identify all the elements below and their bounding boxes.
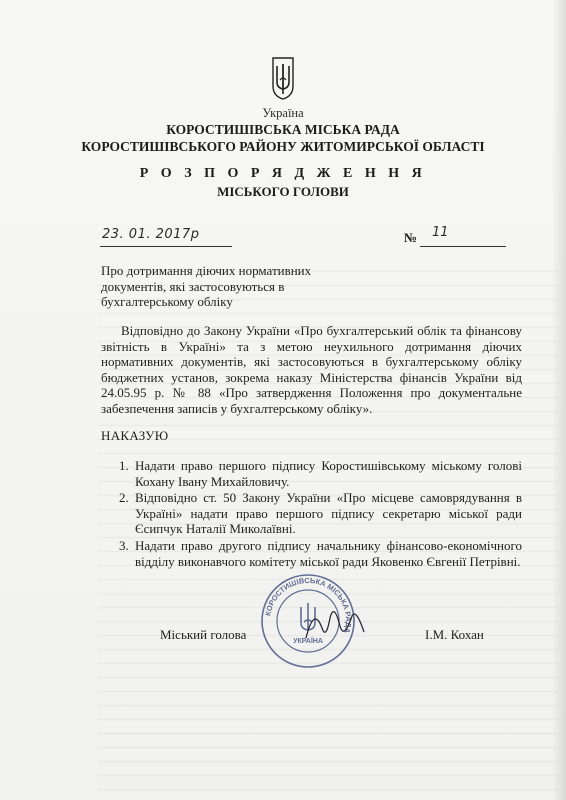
order-item: [101, 458, 522, 489]
document-type-title: Р О З П О Р Я Д Ж Е Н Н Я: [139, 166, 427, 181]
order-item-number: 1.: [119, 458, 129, 473]
document-number: 11: [432, 225, 449, 240]
subject-line: документів, які застосовуються в: [101, 278, 285, 294]
document-header: [0, 56, 566, 155]
trident-coat-of-arms-icon: [270, 56, 296, 100]
order-item-text: Надати право другого підпису начальнику фінансово-економічного відділу виконавчого комітету міської ради Яковенко Євгенії Петрівні.: [135, 537, 522, 569]
handwritten-signature: [300, 598, 370, 648]
signatory-position: Міський голова: [160, 627, 247, 642]
council-region: КОРОСТИШІВСЬКОГО РАЙОНУ ЖИТОМИРСЬКОЇ ОБЛАСТІ: [81, 139, 485, 154]
order-item-number: 3.: [119, 537, 129, 553]
signatory-name: І.М. Кохан: [425, 627, 484, 642]
stamp-ring-text: КОРОСТИШІВСЬКА МІСЬКА РАДА: [263, 575, 354, 635]
document-subject: [101, 263, 321, 310]
order-item: [101, 538, 522, 569]
preamble-paragraph: Відповідно до Закону України «Про бухгалтерський облік та фінансову звітність в Україні» та з метою неухильного дотримання діючих нормативних документів, які застосовуються в бухгалтерському обліку бюджетних установ, зокрема наказу Міністерства фінансів України від 24.05.95 р. № 88 «Про затвердження Положення про документальне забезпечення записів у бухгалтерському обліку».: [101, 323, 522, 416]
subject-line: бухгалтерському обліку: [101, 294, 233, 309]
council-name: КОРОСТИШІВСЬКА МІСЬКА РАДА: [166, 122, 400, 137]
document-date: 23. 01. 2017р: [102, 227, 200, 242]
order-items-list: [101, 458, 522, 570]
subject-line: Про дотримання діючих нормативних: [101, 263, 312, 278]
order-item-number: 2.: [119, 490, 129, 506]
order-heading: НАКАЗУЮ: [101, 428, 169, 443]
order-item: [101, 490, 522, 537]
stamp-center-text: УКРАЇНА: [293, 638, 323, 645]
country-name: Україна: [262, 106, 304, 120]
number-label: №: [404, 230, 418, 245]
order-item-text: Відповідно ст. 50 Закону України «Про місцеве самоврядування в Україні» надати право першого підпису секретарю міської ради Єсипчук Наталії Миколаївні.: [135, 490, 522, 537]
document-type-subtitle: МІСЬКОГО ГОЛОВИ: [217, 184, 349, 199]
order-item-text: Надати право першого підпису Коростишівському міському голові Кохану Івану Михайловичу.: [135, 458, 522, 489]
